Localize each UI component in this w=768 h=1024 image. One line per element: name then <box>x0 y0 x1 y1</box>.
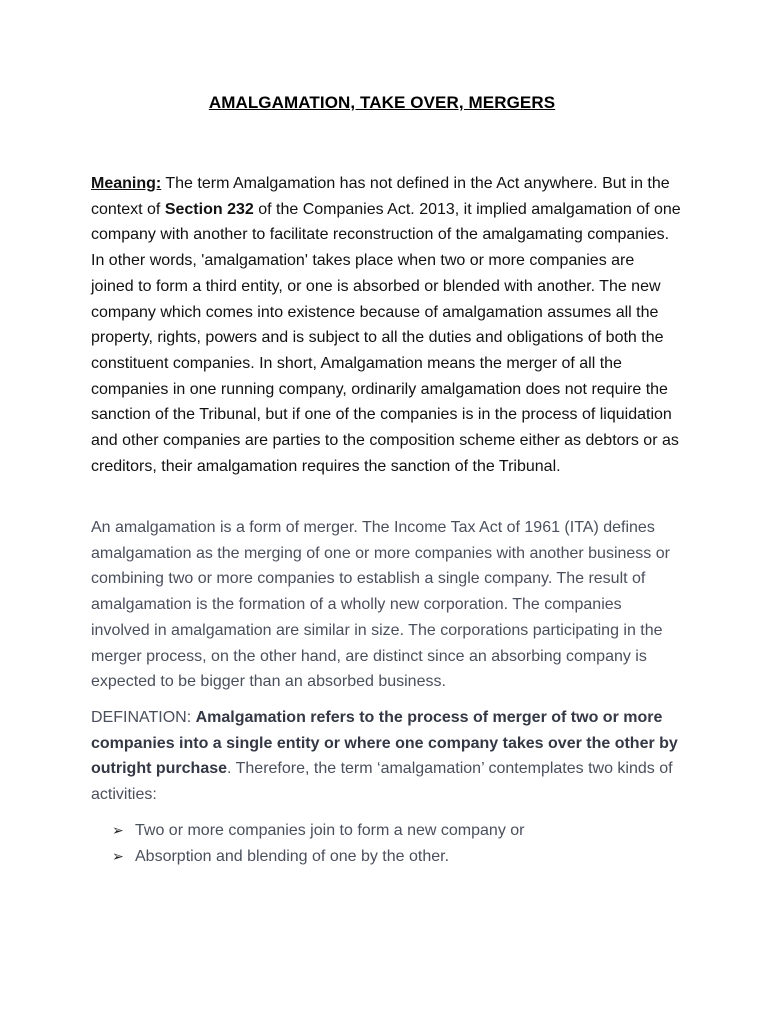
list-item-text: Absorption and blending of one by the other. <box>135 847 450 865</box>
arrow-bullet-icon: ➢ <box>112 822 124 838</box>
meaning-text-part-1: The term Amalgamation has not defined in the Act anywhere. But in the context of <box>91 175 670 218</box>
definition-bold-text: Amalgamation refers to the process of merger of two or more companies into a single entity or where one company takes over the other by outright purchase <box>91 709 678 778</box>
arrow-bullet-icon: ➢ <box>112 847 124 864</box>
meaning-text-part-2: of the Companies Act. 2013, it implied amalgamation of one company with another to facilitate reconstruction of the amalgamating companies. In other words, 'amalgamation' takes place when two or more companies are joined to form a third entity, or one is absorbed or blended with another. The new company which comes into existence because of amalgamation assumes all the property, rights, powers and is subject to all the duties and obligations of both the constituent companies. In short, Amalgamation means the merger of all the companies in one running company, ordinarily amalgamation does not require the sanction of the Tribunal, but if one of the companies is in the process of liquidation and other companies are parties to the composition scheme either as debtors or as creditors, their amalgamation requires the sanction of the Tribunal. <box>91 200 681 475</box>
list-item <box>112 818 672 844</box>
definition-paragraph <box>91 705 681 808</box>
definition-label: DEFINATION: <box>91 709 196 726</box>
ita-paragraph: An amalgamation is a form of merger. The Income Tax Act of 1961 (ITA) defines amalgamation as the merging of one or more companies with another business or combining two or more companies to establish a single company. The result of amalgamation is the formation of a wholly new corporation. The companies involved in amalgamation are similar in size. The corporations participating in the merger process, on the other hand, are distinct since an absorbing company is expected to be bigger than an absorbed business. <box>91 519 670 691</box>
definition-rest-text: . Therefore, the term ‘amalgamation’ contemplates two kinds of activities: <box>91 760 673 804</box>
activities-list <box>112 818 672 869</box>
meaning-label: Meaning: <box>91 175 162 192</box>
list-item-text: Two or more companies join to form a new company or <box>135 822 525 839</box>
section-reference: Section 232 <box>164 200 254 218</box>
list-item <box>112 844 672 870</box>
document-title: AMALGAMATION, TAKE OVER, MERGERS <box>208 93 556 112</box>
meaning-paragraph <box>91 171 681 479</box>
